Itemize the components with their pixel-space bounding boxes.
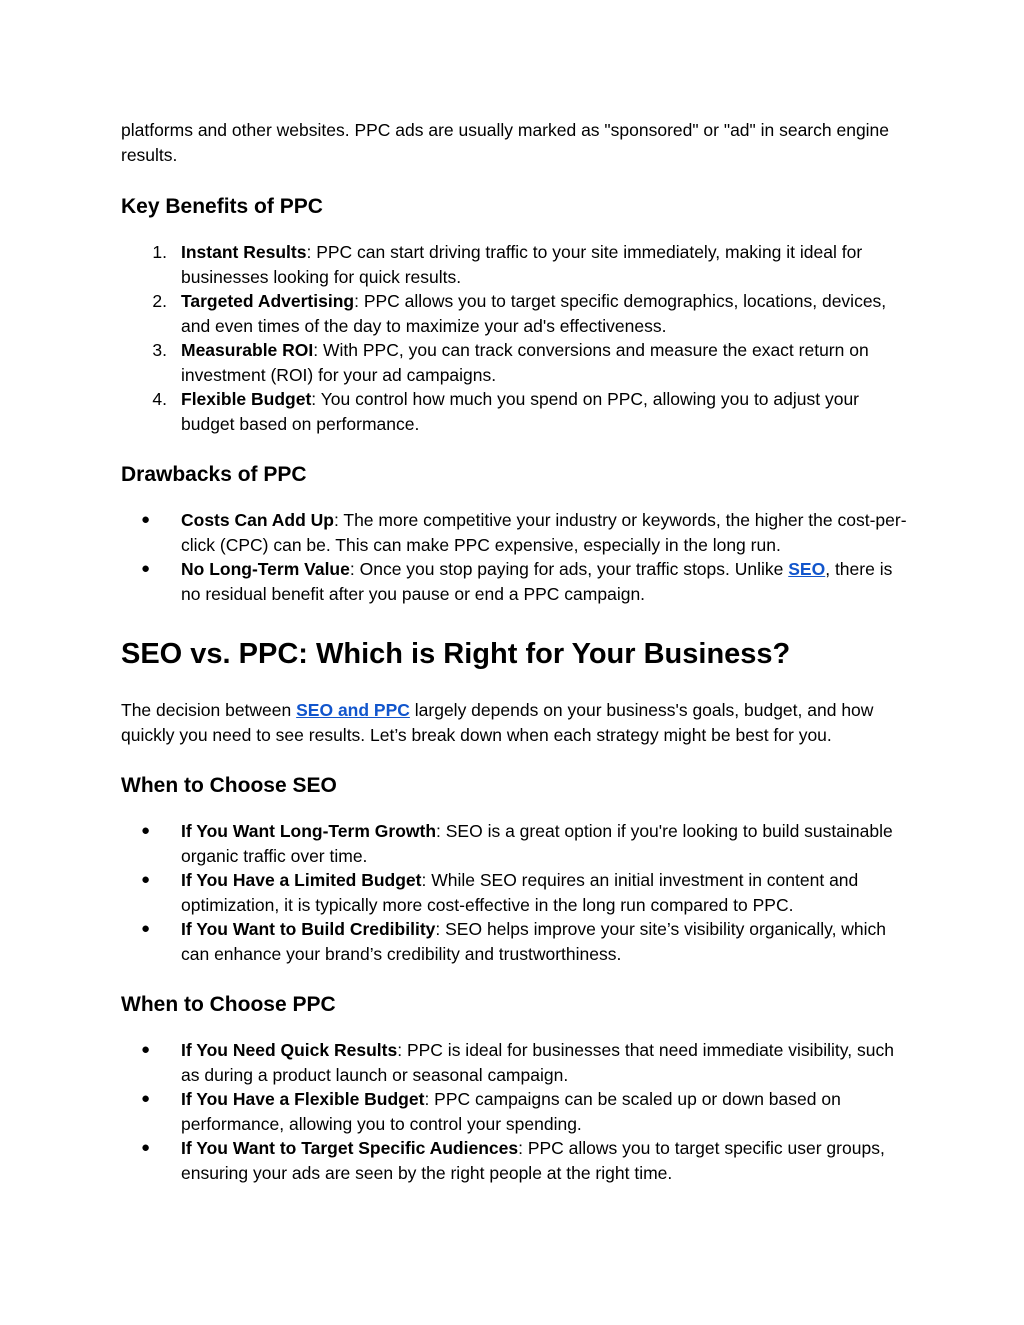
choose-ppc-heading: When to Choose PPC	[121, 993, 336, 1016]
benefit-item-instant-results	[121, 240, 911, 289]
decision-text: The decision between	[121, 700, 297, 720]
bullet-icon: ●	[141, 1041, 151, 1058]
list-number: 3.	[152, 340, 167, 360]
drawback-text-continued: , there is no residual benefit after you pause or end a PPC campaign.	[181, 559, 893, 604]
drawback-item-costs	[121, 508, 911, 557]
seo-and-ppc-link[interactable]: SEO and PPC	[296, 700, 410, 720]
list-number: 1.	[152, 242, 167, 262]
section-title: SEO vs. PPC: Which is Right for Your Business?	[121, 638, 791, 670]
benefits-heading: Key Benefits of PPC	[121, 195, 323, 218]
document-content	[121, 118, 911, 1185]
ppc-item-flexible-budget	[121, 1087, 911, 1136]
benefit-text: PPC allows you to target specific demographics, locations, devices, and even times of the day to maximize your ad's effectiveness.	[181, 291, 887, 336]
benefit-text: With PPC, you can track conversions and measure the exact return on investment (ROI) for your ad campaigns.	[181, 340, 869, 385]
bullet-icon: ●	[141, 1090, 151, 1107]
bullet-icon: ●	[141, 511, 151, 528]
benefit-term: Measurable ROI	[181, 340, 314, 360]
benefit-item-targeted-advertising	[121, 289, 911, 338]
ppc-item-quick-results	[121, 1038, 911, 1087]
benefit-item-measurable-roi	[121, 338, 911, 387]
seo-text: SEO is a great option if you're looking to build sustainable organic traffic over time.	[181, 821, 893, 866]
ppc-item-specific-audiences	[121, 1136, 911, 1185]
benefits-list	[121, 240, 911, 436]
seo-term: If You Want Long-Term Growth	[181, 821, 437, 841]
ppc-term: If You Have a Flexible Budget	[181, 1089, 425, 1109]
term-separator: :	[424, 1089, 430, 1109]
ppc-term: If You Need Quick Results	[181, 1040, 398, 1060]
seo-text: SEO helps improve your site’s visibility organically, which can enhance your brand’s credibility and trustworthiness.	[181, 919, 887, 964]
term-separator: :	[518, 1138, 523, 1158]
term-separator: :	[349, 559, 355, 579]
term-separator: :	[435, 919, 441, 939]
decision-text-continued: largely depends on your business's goals, budget, and how quickly you need to see results. Let’s break down when each strategy might be best for you.	[121, 700, 874, 745]
drawback-text: The more competitive your industry or keywords, the higher the cost-per-click (CPC) can be. This can make PPC expensive, especially in the long run.	[181, 510, 907, 555]
list-number: 2.	[152, 291, 167, 311]
bullet-icon: ●	[141, 822, 151, 839]
benefit-text: You control how much you spend on PPC, allowing you to adjust your budget based on performance.	[181, 389, 860, 434]
ppc-text: PPC campaigns can be scaled up or down based on performance, allowing you to control your spending.	[181, 1089, 841, 1134]
list-number: 4.	[152, 389, 167, 409]
benefit-term: Instant Results	[181, 242, 307, 262]
seo-link[interactable]: SEO	[788, 559, 826, 579]
term-separator: :	[354, 291, 359, 311]
seo-item-build-credibility	[121, 917, 911, 966]
drawback-term: Costs Can Add Up	[181, 510, 334, 530]
ppc-text: PPC is ideal for businesses that need immediate visibility, such as during a product launch or seasonal campaign.	[181, 1040, 894, 1085]
bullet-icon: ●	[141, 871, 151, 888]
seo-item-long-term-growth	[121, 819, 911, 868]
drawback-item-no-long-term-value	[121, 557, 911, 606]
drawback-term: No Long-Term Value	[181, 559, 350, 579]
benefit-term: Targeted Advertising	[181, 291, 355, 311]
choose-seo-heading: When to Choose SEO	[121, 774, 337, 797]
benefit-text: PPC can start driving traffic to your site immediately, making it ideal for businesses looking for quick results.	[181, 242, 863, 287]
bullet-icon: ●	[141, 920, 151, 937]
seo-term: If You Want to Build Credibility	[181, 919, 436, 939]
bullet-icon: ●	[141, 1139, 151, 1156]
term-separator: :	[313, 340, 319, 360]
seo-text: While SEO requires an initial investment in content and optimization, it is typically more cost-effective in the long run compared to PPC.	[181, 870, 859, 915]
seo-item-limited-budget	[121, 868, 911, 917]
benefit-item-flexible-budget	[121, 387, 911, 436]
term-separator: :	[421, 870, 427, 890]
seo-term: If You Have a Limited Budget	[181, 870, 422, 890]
ppc-term: If You Want to Target Specific Audiences	[181, 1138, 519, 1158]
benefit-term: Flexible Budget	[181, 389, 312, 409]
drawback-text: Once you stop paying for ads, your traffic stops. Unlike	[354, 559, 789, 579]
drawbacks-heading: Drawbacks of PPC	[121, 463, 307, 486]
term-separator: :	[311, 389, 317, 409]
term-separator: :	[306, 242, 312, 262]
term-separator: :	[333, 510, 339, 530]
term-separator: :	[397, 1040, 403, 1060]
bullet-icon: ●	[141, 560, 151, 577]
choose-seo-list	[121, 819, 911, 966]
intro-paragraph: platforms and other websites. PPC ads are usually marked as "sponsored" or "ad" in search engine results.	[121, 120, 890, 165]
decision-paragraph	[121, 698, 911, 747]
ppc-text: PPC allows you to target specific user groups, ensuring your ads are seen by the right people at the right time.	[181, 1138, 885, 1183]
drawbacks-list	[121, 508, 911, 606]
term-separator: :	[436, 821, 441, 841]
choose-ppc-list	[121, 1038, 911, 1185]
